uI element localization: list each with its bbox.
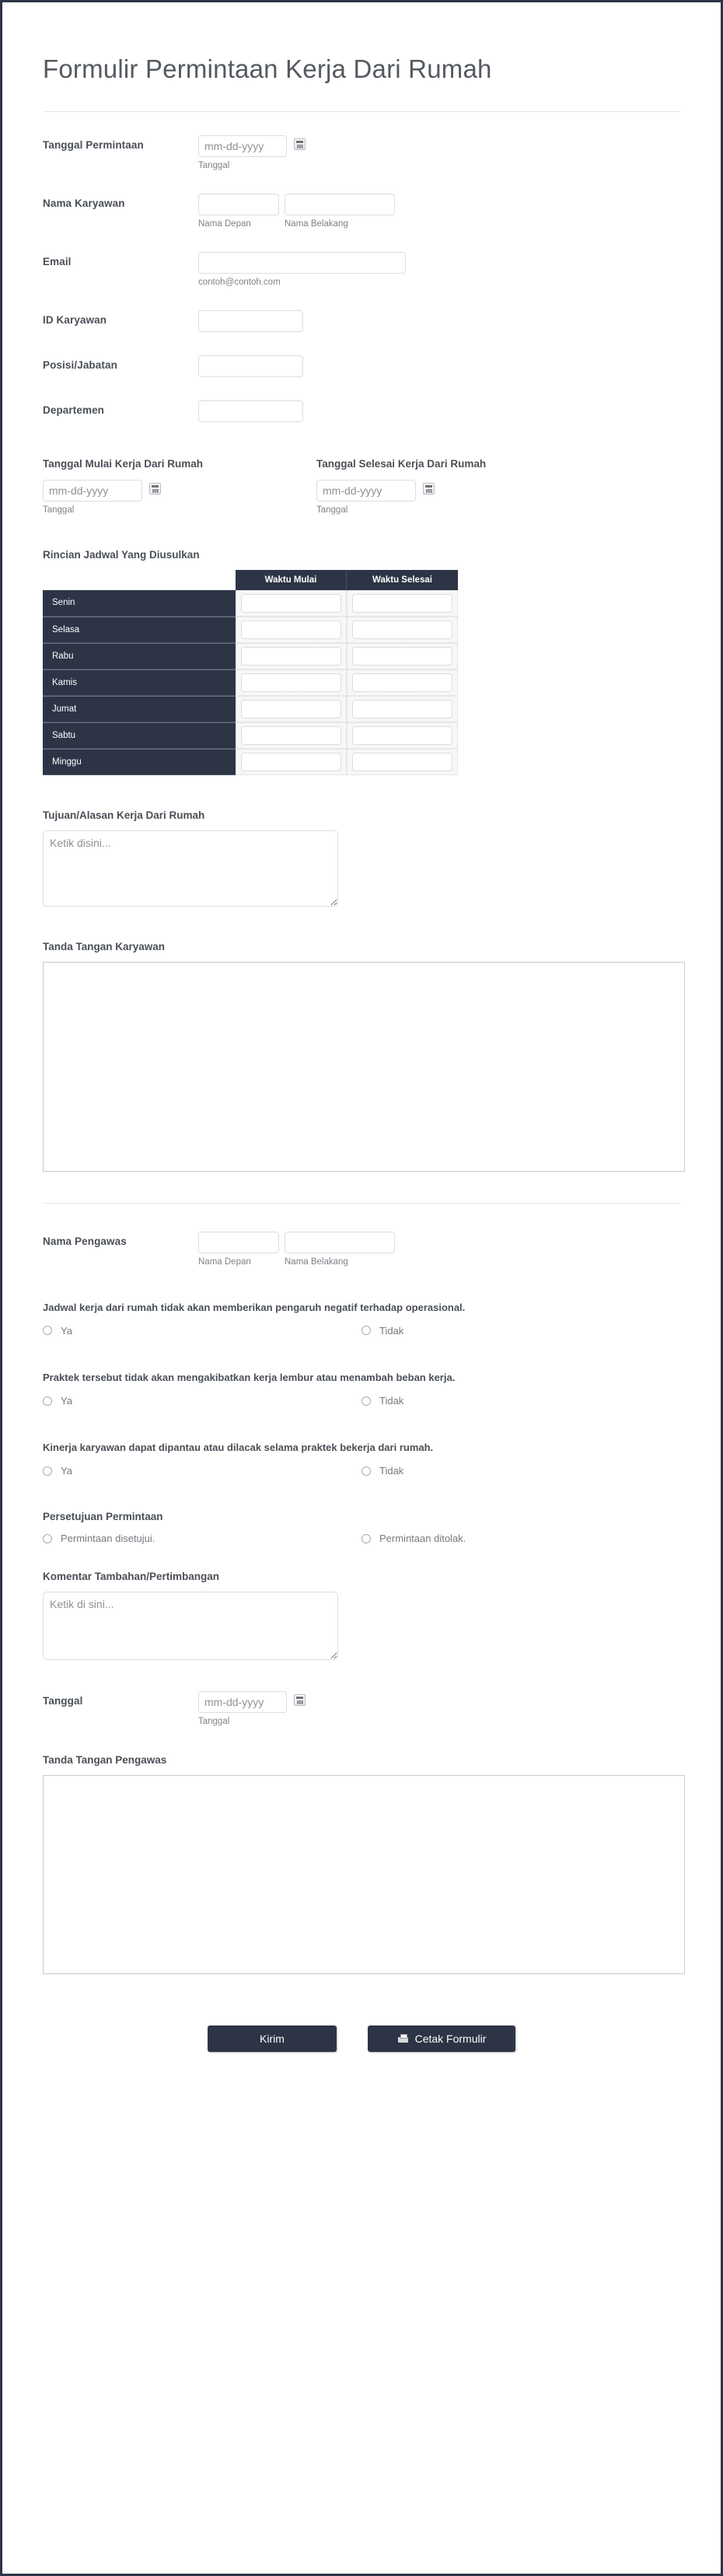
comment-textarea[interactable]	[43, 1592, 338, 1660]
schedule-end-cell	[347, 617, 458, 643]
radio-circle-icon	[43, 1326, 52, 1335]
schedule-end-time-input[interactable]	[352, 700, 452, 718]
schedule-end-cell	[347, 722, 458, 749]
schedule-end-time-input[interactable]	[352, 647, 452, 666]
schedule-end-cell	[347, 669, 458, 696]
purpose-textarea[interactable]	[43, 830, 338, 907]
wfh-start-date-input[interactable]	[43, 480, 142, 502]
question-block	[43, 1441, 680, 1477]
schedule-table	[43, 570, 458, 775]
schedule-day-label: Minggu	[43, 749, 236, 775]
schedule-day-label: Jumat	[43, 696, 236, 722]
label-wfh-end: Tanggal Selesai Kerja Dari Rumah	[316, 457, 487, 470]
question-text: Praktek tersebut tidak akan mengakibatkan kerja lembur atau menambah beban kerja.	[43, 1371, 456, 1383]
field-row-position	[43, 355, 680, 377]
print-button-label: Cetak Formulir	[414, 2032, 487, 2046]
radio-no[interactable]	[362, 1465, 680, 1477]
table-row	[43, 669, 458, 696]
radio-circle-icon	[43, 1466, 52, 1476]
schedule-start-cell	[236, 643, 347, 669]
field-row-request-date	[43, 135, 680, 170]
supervisor-signature-pad[interactable]	[43, 1775, 685, 1974]
title-divider	[43, 111, 680, 112]
question-radio-row	[43, 1325, 680, 1337]
question-text: Jadwal kerja dari rumah tidak akan memberikan pengaruh negatif terhadap operasional.	[43, 1301, 466, 1313]
column-header-end-time: Waktu Selesai	[347, 570, 458, 590]
question-block	[43, 1301, 680, 1337]
table-corner-cell	[43, 570, 236, 590]
schedule-day-label: Kamis	[43, 669, 236, 696]
schedule-start-cell	[236, 749, 347, 775]
column-header-start-time: Waktu Mulai	[236, 570, 347, 590]
radio-label: Permintaan disetujui.	[61, 1533, 155, 1545]
sublabel-wfh-start: Tanggal	[43, 505, 75, 515]
radio-circle-icon	[362, 1466, 371, 1476]
sublabel-wfh-end: Tanggal	[316, 505, 348, 515]
table-header-row	[43, 570, 458, 590]
wfh-date-range	[43, 458, 680, 515]
request-date-input[interactable]	[198, 135, 287, 157]
approval-radio-row	[43, 1533, 680, 1544]
radio-label: Ya	[61, 1324, 72, 1337]
label-comment: Komentar Tambahan/Pertimbangan	[43, 1571, 220, 1583]
question-block	[43, 1371, 680, 1407]
radio-circle-icon	[362, 1396, 371, 1406]
employee-last-name-input[interactable]	[285, 194, 395, 215]
schedule-end-time-input[interactable]	[352, 726, 452, 745]
wfh-end-date-input[interactable]	[316, 480, 416, 502]
radio-yes[interactable]	[43, 1395, 362, 1407]
schedule-start-cell	[236, 722, 347, 749]
label-request-date: Tanggal Permintaan	[43, 138, 144, 151]
schedule-day-label: Sabtu	[43, 722, 236, 749]
label-wfh-start: Tanggal Mulai Kerja Dari Rumah	[43, 457, 204, 470]
label-supervisor-name: Nama Pengawas	[43, 1235, 127, 1247]
radio-yes[interactable]	[43, 1465, 362, 1477]
employee-id-input[interactable]	[198, 310, 303, 332]
sublabel-email: contoh@contoh.com	[198, 277, 281, 287]
radio-circle-icon	[362, 1326, 371, 1335]
radio-label: Permintaan ditolak.	[379, 1533, 466, 1545]
label-employee-signature: Tanda Tangan Karyawan	[43, 940, 166, 952]
radio-circle-icon	[362, 1534, 371, 1543]
schedule-day-label: Selasa	[43, 617, 236, 643]
employee-signature-pad[interactable]	[43, 962, 685, 1172]
schedule-end-time-input[interactable]	[352, 673, 452, 692]
question-radio-row	[43, 1465, 680, 1477]
radio-label: Ya	[61, 1465, 72, 1477]
field-row-employee-id	[43, 310, 680, 332]
label-email: Email	[43, 255, 72, 267]
supervisor-first-name-input[interactable]	[198, 1232, 279, 1253]
schedule-end-time-input[interactable]	[352, 620, 452, 639]
label-purpose: Tujuan/Alasan Kerja Dari Rumah	[43, 809, 205, 821]
wfh-end-col	[316, 458, 590, 515]
label-schedule-section: Rincian Jadwal Yang Diusulkan	[43, 548, 200, 561]
email-field[interactable]	[198, 252, 406, 274]
schedule-start-cell	[236, 669, 347, 696]
sublabel-request-date: Tanggal	[198, 160, 230, 170]
schedule-start-cell	[236, 696, 347, 722]
wfh-start-col	[43, 458, 316, 515]
field-row-email	[43, 252, 680, 287]
radio-no[interactable]	[362, 1395, 680, 1407]
sublabel-employee-first-name: Nama Depan	[198, 218, 251, 229]
schedule-start-cell	[236, 617, 347, 643]
field-row-supervisor-name	[43, 1232, 680, 1267]
radio-approval-rejected[interactable]	[362, 1533, 680, 1544]
schedule-start-time-input[interactable]	[241, 673, 341, 692]
label-department: Departemen	[43, 404, 105, 416]
radio-no[interactable]	[362, 1325, 680, 1337]
calendar-icon[interactable]	[423, 483, 435, 495]
schedule-end-cell	[347, 643, 458, 669]
schedule-start-time-input[interactable]	[241, 620, 341, 639]
schedule-start-cell	[236, 590, 347, 617]
table-row	[43, 643, 458, 669]
submit-button[interactable]: Kirim	[208, 2025, 337, 2052]
action-button-row	[43, 2025, 680, 2052]
schedule-day-label: Rabu	[43, 643, 236, 669]
sublabel-supervisor-first-name: Nama Depan	[198, 1257, 251, 1267]
employee-first-name-input[interactable]	[198, 194, 279, 215]
schedule-day-label: Senin	[43, 590, 236, 617]
schedule-end-time-input[interactable]	[352, 753, 452, 771]
radio-circle-icon	[43, 1396, 52, 1406]
table-row	[43, 722, 458, 749]
radio-approval-approved[interactable]	[43, 1533, 362, 1544]
supervisor-date-input[interactable]	[198, 1691, 287, 1713]
label-position: Posisi/Jabatan	[43, 358, 117, 371]
schedule-end-cell	[347, 749, 458, 775]
radio-label: Tidak	[379, 1395, 404, 1407]
question-text: Kinerja karyawan dapat dipantau atau dilacak selama praktek bekerja dari rumah.	[43, 1442, 434, 1454]
schedule-end-cell	[347, 590, 458, 617]
sublabel-supervisor-date: Tanggal	[198, 1717, 230, 1727]
radio-yes[interactable]	[43, 1325, 362, 1337]
page-title: Formulir Permintaan Kerja Dari Rumah	[43, 54, 492, 84]
department-input[interactable]	[198, 400, 303, 422]
sublabel-supervisor-last-name: Nama Belakang	[285, 1257, 348, 1267]
table-row	[43, 590, 458, 617]
section-divider	[43, 1203, 680, 1204]
table-row	[43, 749, 458, 775]
question-radio-row	[43, 1395, 680, 1407]
schedule-start-time-input[interactable]	[241, 647, 341, 666]
calendar-icon[interactable]	[149, 483, 161, 495]
table-row	[43, 617, 458, 643]
supervisor-last-name-input[interactable]	[285, 1232, 395, 1253]
label-approval: Persetujuan Permintaan	[43, 1511, 163, 1523]
printer-icon	[397, 2034, 409, 2044]
schedule-start-time-input[interactable]	[241, 594, 341, 613]
sublabel-employee-last-name: Nama Belakang	[285, 218, 348, 229]
label-employee-id: ID Karyawan	[43, 313, 107, 326]
schedule-end-cell	[347, 696, 458, 722]
field-row-department	[43, 400, 680, 422]
label-employee-name: Nama Karyawan	[43, 197, 125, 209]
radio-label: Ya	[61, 1395, 72, 1407]
calendar-icon[interactable]	[294, 1694, 306, 1706]
label-supervisor-signature: Tanda Tangan Pengawas	[43, 1754, 167, 1767]
field-row-supervisor-date	[43, 1691, 680, 1726]
calendar-icon[interactable]	[294, 138, 306, 150]
label-supervisor-date: Tanggal	[43, 1695, 83, 1707]
print-form-button[interactable]	[368, 2025, 515, 2052]
schedule-end-time-input[interactable]	[352, 594, 452, 613]
schedule-start-time-input[interactable]	[241, 726, 341, 745]
schedule-start-time-input[interactable]	[241, 753, 341, 771]
radio-label: Tidak	[379, 1324, 404, 1337]
position-input[interactable]	[198, 355, 303, 377]
field-row-employee-name	[43, 194, 680, 229]
radio-circle-icon	[43, 1534, 52, 1543]
schedule-start-time-input[interactable]	[241, 700, 341, 718]
radio-label: Tidak	[379, 1465, 404, 1477]
table-row	[43, 696, 458, 722]
